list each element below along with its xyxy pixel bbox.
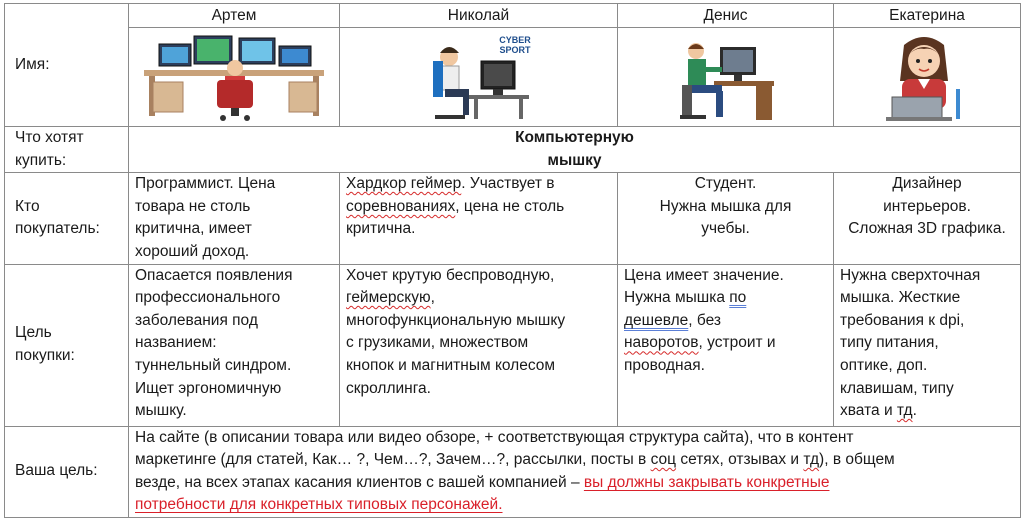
who-ekaterina xyxy=(834,173,1021,264)
your-goal-line-3 xyxy=(135,472,1014,495)
goal-denis-line-4 xyxy=(624,332,827,355)
want-value-line-2: мышку xyxy=(547,151,602,169)
who-nikolai-line-1a: Хардкор геймер xyxy=(346,175,462,193)
goal-artem-line-3: заболевания под xyxy=(135,311,258,329)
goal-denis-line-3b: , без xyxy=(688,311,721,329)
goal-label-line-1: Цель xyxy=(15,324,52,342)
goal-artem-line-7: мышку. xyxy=(135,402,187,420)
goal-label-line-2: покупки: xyxy=(15,347,75,365)
your-goal-line-2d: тд xyxy=(803,451,820,469)
goal-nikolai-line-2 xyxy=(346,287,611,310)
who-ekaterina-line-2: интерьеров. xyxy=(883,197,971,215)
goal-denis-line-2 xyxy=(624,287,827,310)
cyber-logo-line-2: SPORT xyxy=(498,45,531,55)
your-goal-line-4a: потребности для конкретных типовых персонажей. xyxy=(135,496,503,514)
who-artem-line-4: хороший доход. xyxy=(135,242,250,260)
goal-artem-line-5: туннельный синдром. xyxy=(135,356,292,374)
your-goal-line-4 xyxy=(135,494,1014,517)
goal-label xyxy=(5,264,129,426)
your-goal-label: Ваша цель: xyxy=(5,426,129,517)
goal-ekaterina-line-2: мышка. Жесткие xyxy=(840,289,961,307)
your-goal-row xyxy=(5,426,1021,517)
goal-denis-line-4b: , устроит и xyxy=(698,334,776,352)
who-nikolai-line-1b: . Участвует в xyxy=(461,175,555,193)
your-goal-line-2 xyxy=(135,449,1014,472)
who-ekaterina-line-3: Сложная 3D графика. xyxy=(848,220,1006,238)
goal-denis-line-4a: наворотов xyxy=(624,334,699,352)
want-label-line-1: Что хотят xyxy=(15,129,84,146)
who-nikolai-line-2 xyxy=(346,196,611,219)
goal-denis-line-2a: Нужна мышка xyxy=(624,289,730,307)
who-ekaterina-line-1: Дизайнер xyxy=(892,175,962,193)
who-denis-line-3: учебы. xyxy=(701,220,750,238)
goal-denis-line-3a: дешевле xyxy=(624,311,689,329)
goal-ekaterina-line-3: требования к dpi, xyxy=(840,311,965,329)
who-artem-line-2: товара не столь xyxy=(135,197,251,215)
goal-denis-line-3 xyxy=(624,310,827,333)
goal-artem-line-2: профессионального xyxy=(135,289,281,307)
who-nikolai-line-2b: , цена не столь xyxy=(455,197,565,215)
who-denis-line-1: Студент. xyxy=(694,175,757,193)
your-goal-line-2e: ), в общем xyxy=(819,451,895,469)
want-value xyxy=(129,127,1021,173)
who-nikolai-line-1 xyxy=(346,173,611,196)
cyber-logo-line-1: CYBER xyxy=(498,35,531,45)
goal-nikolai-line-2a: геймерскую xyxy=(346,289,431,307)
your-goal-line-2c: сетях, отзывах и xyxy=(676,451,804,469)
your-goal-line-2b: соц xyxy=(650,451,677,469)
goal-denis-line-2b: по xyxy=(729,289,747,307)
your-goal-text xyxy=(129,426,1021,517)
goal-nikolai xyxy=(340,264,618,426)
designer-illustration xyxy=(834,28,1021,127)
goal-ekaterina xyxy=(834,264,1021,426)
your-goal-line-3a: везде, на всех этапах касания клиентов с вашей компанией – xyxy=(135,473,584,491)
persona-table xyxy=(4,3,1021,518)
pictures-row xyxy=(5,28,1021,127)
goal-ekaterina-line-4: типу питания, xyxy=(840,334,939,352)
persona-name-denis: Денис xyxy=(618,4,834,28)
goal-ekaterina-line-7c: . xyxy=(912,402,917,420)
programmer-desk-illustration xyxy=(129,28,340,127)
who-artem-line-3: критична, имеет xyxy=(135,220,252,238)
goal-artem-line-6: Ищет эргономичную xyxy=(135,379,282,397)
who-label xyxy=(5,173,129,264)
goal-nikolai-line-5: кнопок и магнитным колесом xyxy=(346,356,556,374)
who-denis-line-2: Нужна мышка для xyxy=(659,197,792,215)
who-nikolai-line-3: критична. xyxy=(346,220,416,238)
goal-artem xyxy=(129,264,340,426)
goal-artem-line-1: Опасается появления xyxy=(135,266,293,284)
your-goal-line-1: На сайте (в описании товара или видео обзоре, + соответствующая структура сайта), что в контент xyxy=(135,428,854,446)
who-nikolai xyxy=(340,173,618,264)
goal-denis-line-5: проводная. xyxy=(624,356,705,374)
goal-nikolai-line-3: многофункциональную мышку xyxy=(346,311,566,329)
goal-denis-line-1: Цена имеет значение. xyxy=(624,266,784,284)
your-goal-line-3b: вы должны закрывать конкретные xyxy=(583,473,830,491)
goal-nikolai-line-2b: , xyxy=(430,289,435,307)
goal-ekaterina-line-5: оптике, доп. xyxy=(840,356,928,374)
persona-name-nikolai: Николай xyxy=(340,4,618,28)
goal-nikolai-line-4: с грузиками, множеством xyxy=(346,334,529,352)
names-row xyxy=(5,4,1021,28)
goal-ekaterina-line-7b: тд xyxy=(896,402,913,420)
name-label: Имя: xyxy=(5,4,129,127)
goal-nikolai-line-6: скроллинга. xyxy=(346,379,431,397)
persona-name-ekaterina: Екатерина xyxy=(834,4,1021,28)
who-artem xyxy=(129,173,340,264)
who-label-line-2: покупатель: xyxy=(15,220,100,238)
goal-ekaterina-line-6: клавишам, типу xyxy=(840,379,954,397)
want-row xyxy=(5,127,1021,173)
want-label xyxy=(5,127,129,173)
goal-row xyxy=(5,264,1021,426)
who-denis xyxy=(618,173,834,264)
your-goal-line-2a: маркетинге (для статей, Как… ?, Чем…?, Зачем…?, рассылки, посты в xyxy=(135,451,651,469)
want-label-line-2: купить: xyxy=(15,151,67,169)
student-illustration xyxy=(618,28,834,127)
want-value-line-1: Компьютерную xyxy=(515,129,634,146)
who-artem-line-1: Программист. Цена xyxy=(135,175,276,193)
goal-nikolai-line-1: Хочет крутую беспроводную, xyxy=(346,266,555,284)
who-label-line-1: Кто xyxy=(15,197,40,215)
goal-ekaterina-line-7 xyxy=(840,400,1014,423)
goal-artem-line-4: названием: xyxy=(135,334,217,352)
goal-ekaterina-line-1: Нужна сверхточная xyxy=(840,266,981,284)
goal-ekaterina-line-7a: хвата и xyxy=(840,402,897,420)
who-row xyxy=(5,173,1021,264)
who-nikolai-line-2a: соревнованиях xyxy=(346,197,456,215)
gamer-illustration xyxy=(340,28,618,127)
persona-name-artem: Артем xyxy=(129,4,340,28)
goal-denis xyxy=(618,264,834,426)
